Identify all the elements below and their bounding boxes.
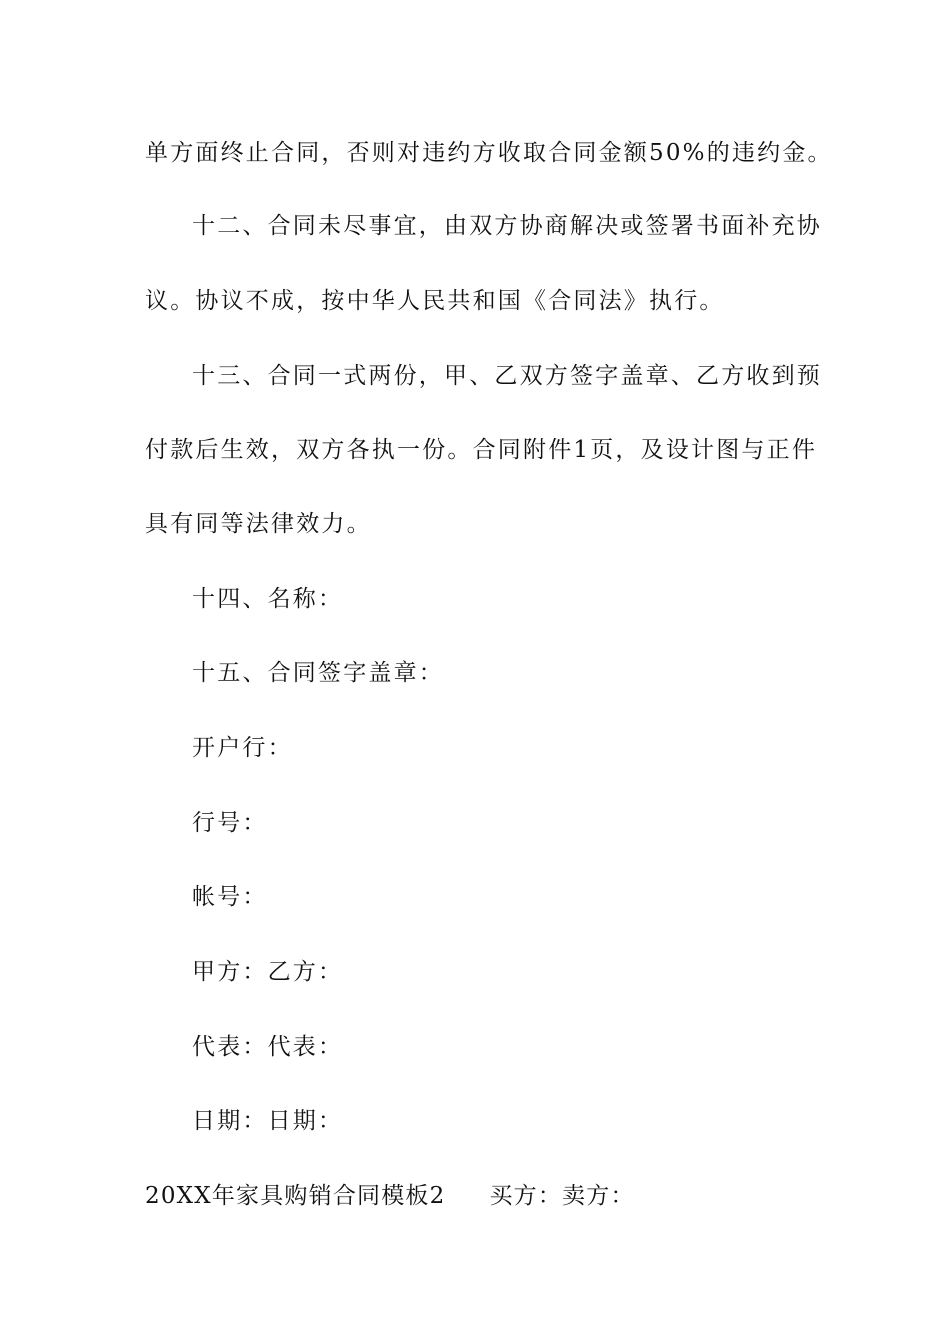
clause-13-line-2: 付款后生效，双方各执一份。合同附件1页，及设计图与正件 <box>145 437 818 463</box>
clause-13-line-3: 具有同等法律效力。 <box>145 511 372 537</box>
clause-13-line-1: 十三、合同一式两份，甲、乙双方签字盖章、乙方收到预 <box>192 363 822 389</box>
bank-code-line: 行号： <box>192 810 268 836</box>
next-template-line <box>145 1181 815 1211</box>
account-line: 帐号： <box>192 884 268 910</box>
paragraph-line: 单方面终止合同，否则对违约方收取合同金额50%的违约金。 <box>145 140 833 166</box>
representatives-line: 代表：代表： <box>192 1034 344 1060</box>
clause-12-line-2: 议。协议不成，按中华人民共和国《合同法》执行。 <box>145 288 725 314</box>
dates-line: 日期：日期： <box>192 1108 344 1134</box>
clause-15-line: 十五、合同签字盖章： <box>192 660 444 686</box>
parties-line: 甲方：乙方： <box>192 959 344 985</box>
template-title: 20XX年家具购销合同模板2 <box>145 1183 446 1209</box>
clause-12-line-1: 十二、合同未尽事宜，由双方协商解决或签署书面补充协 <box>192 213 822 239</box>
buyer-seller-label: 买方：卖方： <box>489 1183 635 1209</box>
clause-14-line: 十四、名称： <box>192 586 344 612</box>
bank-line: 开户行： <box>192 735 293 761</box>
